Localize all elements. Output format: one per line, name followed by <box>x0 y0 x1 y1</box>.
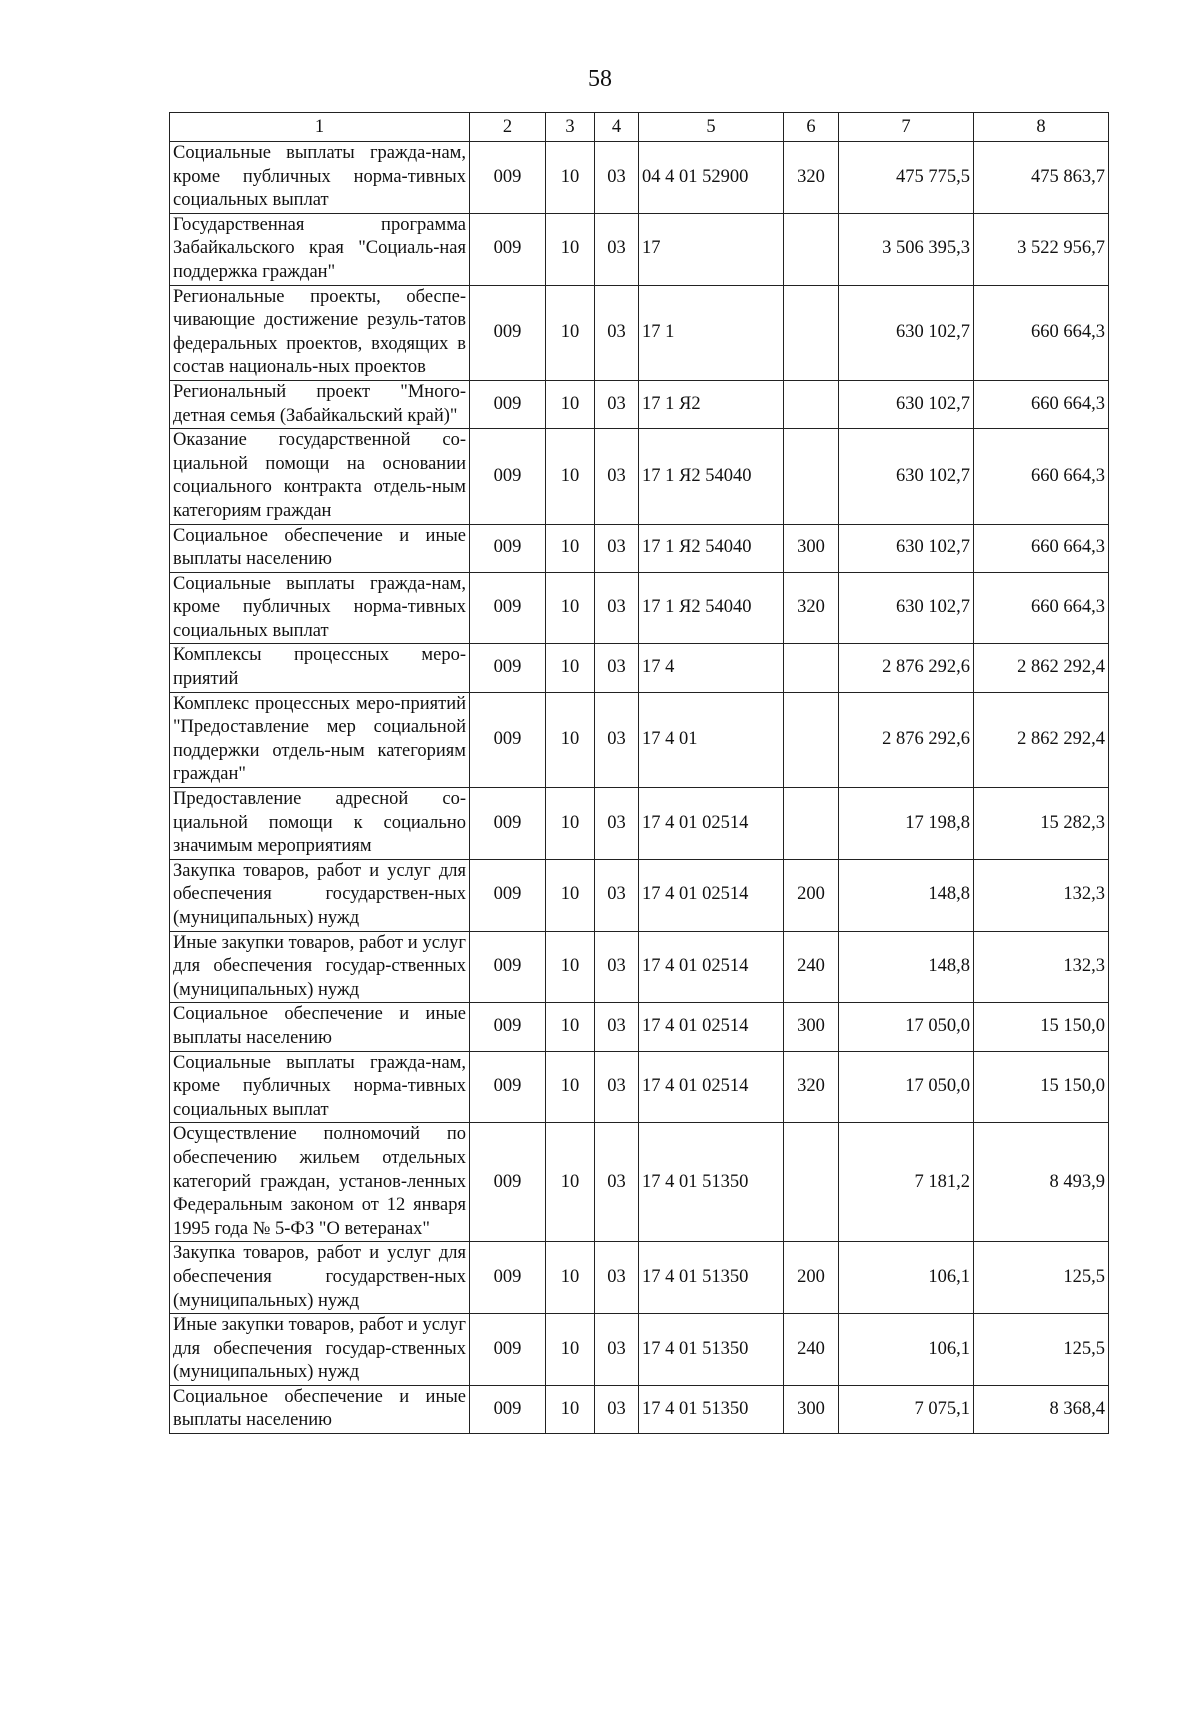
cell-col-4: 03 <box>595 1051 639 1123</box>
cell-col-6 <box>784 213 839 285</box>
cell-col-6: 240 <box>784 931 839 1003</box>
cell-col-5: 17 4 01 02514 <box>639 859 784 931</box>
cell-col-3: 10 <box>546 285 595 380</box>
cell-col-7: 148,8 <box>839 859 974 931</box>
header-col-6: 6 <box>784 113 839 142</box>
cell-col-2: 009 <box>470 692 546 787</box>
row-name: Социальные выплаты гражда-нам, кроме публичных норма-тивных социальных выплат <box>170 1051 470 1123</box>
cell-col-3: 10 <box>546 1385 595 1433</box>
cell-col-2: 009 <box>470 429 546 524</box>
cell-col-4: 03 <box>595 1314 639 1386</box>
table-header <box>170 113 1109 142</box>
table-body <box>170 142 1109 1434</box>
cell-col-7: 2 876 292,6 <box>839 644 974 692</box>
cell-col-4: 03 <box>595 692 639 787</box>
cell-col-5: 17 4 <box>639 644 784 692</box>
cell-col-5: 17 <box>639 213 784 285</box>
cell-col-4: 03 <box>595 644 639 692</box>
cell-col-5: 17 4 01 02514 <box>639 1051 784 1123</box>
cell-col-3: 10 <box>546 572 595 644</box>
cell-col-8: 660 664,3 <box>974 285 1109 380</box>
table-row <box>170 692 1109 787</box>
row-name: Социальные выплаты гражда-нам, кроме публичных норма-тивных социальных выплат <box>170 142 470 214</box>
cell-col-5: 17 4 01 <box>639 692 784 787</box>
cell-col-7: 475 775,5 <box>839 142 974 214</box>
cell-col-2: 009 <box>470 1003 546 1051</box>
cell-col-8: 15 150,0 <box>974 1003 1109 1051</box>
table-row <box>170 1385 1109 1433</box>
cell-col-8: 475 863,7 <box>974 142 1109 214</box>
table-row <box>170 644 1109 692</box>
cell-col-8: 132,3 <box>974 931 1109 1003</box>
row-name: Социальное обеспечение и иные выплаты населению <box>170 1003 470 1051</box>
row-name: Социальные выплаты гражда-нам, кроме публичных норма-тивных социальных выплат <box>170 572 470 644</box>
table-row <box>170 380 1109 428</box>
cell-col-8: 660 664,3 <box>974 380 1109 428</box>
cell-col-5: 17 1 Я2 <box>639 380 784 428</box>
cell-col-2: 009 <box>470 931 546 1003</box>
cell-col-5: 17 4 01 51350 <box>639 1123 784 1242</box>
cell-col-4: 03 <box>595 142 639 214</box>
cell-col-8: 660 664,3 <box>974 429 1109 524</box>
cell-col-2: 009 <box>470 572 546 644</box>
cell-col-2: 009 <box>470 285 546 380</box>
cell-col-7: 7 181,2 <box>839 1123 974 1242</box>
cell-col-2: 009 <box>470 1123 546 1242</box>
table-row <box>170 859 1109 931</box>
cell-col-4: 03 <box>595 524 639 572</box>
cell-col-2: 009 <box>470 142 546 214</box>
row-name: Комплекс процессных меро-приятий "Предоставление мер социальной поддержки отдель-ным категориям граждан" <box>170 692 470 787</box>
cell-col-6 <box>784 1123 839 1242</box>
cell-col-8: 660 664,3 <box>974 524 1109 572</box>
cell-col-3: 10 <box>546 142 595 214</box>
cell-col-7: 630 102,7 <box>839 524 974 572</box>
row-name: Региональные проекты, обеспе-чивающие достижение резуль-татов федеральных проектов, входящих в состав националь-ных проектов <box>170 285 470 380</box>
cell-col-4: 03 <box>595 788 639 860</box>
cell-col-7: 3 506 395,3 <box>839 213 974 285</box>
table-row <box>170 213 1109 285</box>
cell-col-7: 2 876 292,6 <box>839 692 974 787</box>
cell-col-5: 17 4 01 51350 <box>639 1242 784 1314</box>
cell-col-6: 300 <box>784 1003 839 1051</box>
row-name: Региональный проект "Много-детная семья (Забайкальский край)" <box>170 380 470 428</box>
cell-col-2: 009 <box>470 1385 546 1433</box>
cell-col-5: 17 4 01 02514 <box>639 788 784 860</box>
cell-col-5: 17 4 01 51350 <box>639 1385 784 1433</box>
header-col-3: 3 <box>546 113 595 142</box>
cell-col-7: 630 102,7 <box>839 572 974 644</box>
cell-col-8: 125,5 <box>974 1314 1109 1386</box>
cell-col-2: 009 <box>470 1242 546 1314</box>
cell-col-2: 009 <box>470 859 546 931</box>
cell-col-4: 03 <box>595 1123 639 1242</box>
cell-col-8: 2 862 292,4 <box>974 644 1109 692</box>
cell-col-2: 009 <box>470 1051 546 1123</box>
cell-col-8: 132,3 <box>974 859 1109 931</box>
cell-col-2: 009 <box>470 524 546 572</box>
cell-col-5: 17 1 Я2 54040 <box>639 429 784 524</box>
cell-col-3: 10 <box>546 1242 595 1314</box>
cell-col-6: 240 <box>784 1314 839 1386</box>
table-row <box>170 1003 1109 1051</box>
cell-col-5: 17 4 01 02514 <box>639 1003 784 1051</box>
cell-col-8: 125,5 <box>974 1242 1109 1314</box>
cell-col-6: 200 <box>784 1242 839 1314</box>
cell-col-2: 009 <box>470 1314 546 1386</box>
cell-col-3: 10 <box>546 644 595 692</box>
cell-col-3: 10 <box>546 1123 595 1242</box>
cell-col-6 <box>784 429 839 524</box>
row-name: Закупка товаров, работ и услуг для обеспечения государствен-ных (муниципальных) нужд <box>170 859 470 931</box>
cell-col-6: 320 <box>784 142 839 214</box>
cell-col-8: 2 862 292,4 <box>974 692 1109 787</box>
row-name: Осуществление полномочий по обеспечению жильем отдельных категорий граждан, установ-ленных Федеральным законом от 12 января 1995 года № 5-ФЗ "О ветеранах" <box>170 1123 470 1242</box>
cell-col-4: 03 <box>595 859 639 931</box>
header-col-2: 2 <box>470 113 546 142</box>
table-row <box>170 572 1109 644</box>
cell-col-2: 009 <box>470 644 546 692</box>
row-name: Закупка товаров, работ и услуг для обеспечения государствен-ных (муниципальных) нужд <box>170 1242 470 1314</box>
cell-col-7: 148,8 <box>839 931 974 1003</box>
cell-col-3: 10 <box>546 429 595 524</box>
header-col-5: 5 <box>639 113 784 142</box>
table-row <box>170 1314 1109 1386</box>
header-row <box>170 113 1109 142</box>
cell-col-2: 009 <box>470 380 546 428</box>
cell-col-7: 106,1 <box>839 1242 974 1314</box>
cell-col-7: 17 198,8 <box>839 788 974 860</box>
cell-col-3: 10 <box>546 1003 595 1051</box>
cell-col-5: 17 4 01 51350 <box>639 1314 784 1386</box>
cell-col-7: 630 102,7 <box>839 429 974 524</box>
table-row <box>170 524 1109 572</box>
row-name: Иные закупки товаров, работ и услуг для обеспечения государ-ственных (муниципальных) нужд <box>170 1314 470 1386</box>
cell-col-3: 10 <box>546 524 595 572</box>
header-col-1: 1 <box>170 113 470 142</box>
table-row <box>170 1051 1109 1123</box>
cell-col-2: 009 <box>470 213 546 285</box>
table-row <box>170 429 1109 524</box>
cell-col-3: 10 <box>546 1314 595 1386</box>
cell-col-6 <box>784 644 839 692</box>
cell-col-3: 10 <box>546 788 595 860</box>
cell-col-4: 03 <box>595 380 639 428</box>
cell-col-6: 200 <box>784 859 839 931</box>
cell-col-8: 15 282,3 <box>974 788 1109 860</box>
cell-col-8: 3 522 956,7 <box>974 213 1109 285</box>
cell-col-6: 300 <box>784 524 839 572</box>
cell-col-3: 10 <box>546 692 595 787</box>
cell-col-4: 03 <box>595 429 639 524</box>
cell-col-5: 17 1 Я2 54040 <box>639 572 784 644</box>
cell-col-7: 630 102,7 <box>839 380 974 428</box>
cell-col-6: 320 <box>784 1051 839 1123</box>
cell-col-6: 300 <box>784 1385 839 1433</box>
cell-col-6 <box>784 380 839 428</box>
cell-col-8: 8 368,4 <box>974 1385 1109 1433</box>
row-name: Предоставление адресной со-циальной помощи к социально значимым мероприятиям <box>170 788 470 860</box>
row-name: Иные закупки товаров, работ и услуг для обеспечения государ-ственных (муниципальных) нужд <box>170 931 470 1003</box>
cell-col-4: 03 <box>595 572 639 644</box>
table-row <box>170 142 1109 214</box>
cell-col-2: 009 <box>470 788 546 860</box>
cell-col-7: 106,1 <box>839 1314 974 1386</box>
cell-col-6 <box>784 788 839 860</box>
cell-col-7: 17 050,0 <box>839 1051 974 1123</box>
header-col-8: 8 <box>974 113 1109 142</box>
row-name: Оказание государственной со-циальной помощи на основании социального контракта отдель-ным категориям граждан <box>170 429 470 524</box>
cell-col-4: 03 <box>595 1003 639 1051</box>
row-name: Социальное обеспечение и иные выплаты населению <box>170 524 470 572</box>
cell-col-3: 10 <box>546 1051 595 1123</box>
table-row <box>170 1123 1109 1242</box>
cell-col-7: 7 075,1 <box>839 1385 974 1433</box>
cell-col-5: 17 1 <box>639 285 784 380</box>
table-row <box>170 1242 1109 1314</box>
cell-col-3: 10 <box>546 213 595 285</box>
cell-col-3: 10 <box>546 931 595 1003</box>
cell-col-6: 320 <box>784 572 839 644</box>
cell-col-8: 15 150,0 <box>974 1051 1109 1123</box>
cell-col-5: 17 4 01 02514 <box>639 931 784 1003</box>
cell-col-6 <box>784 692 839 787</box>
cell-col-8: 8 493,9 <box>974 1123 1109 1242</box>
cell-col-7: 630 102,7 <box>839 285 974 380</box>
page-number: 58 <box>588 66 612 92</box>
cell-col-3: 10 <box>546 859 595 931</box>
table-row <box>170 788 1109 860</box>
cell-col-4: 03 <box>595 931 639 1003</box>
row-name: Комплексы процессных меро-приятий <box>170 644 470 692</box>
table-row <box>170 285 1109 380</box>
cell-col-5: 04 4 01 52900 <box>639 142 784 214</box>
cell-col-4: 03 <box>595 1242 639 1314</box>
cell-col-7: 17 050,0 <box>839 1003 974 1051</box>
header-col-4: 4 <box>595 113 639 142</box>
cell-col-6 <box>784 285 839 380</box>
cell-col-4: 03 <box>595 285 639 380</box>
cell-col-4: 03 <box>595 1385 639 1433</box>
header-col-7: 7 <box>839 113 974 142</box>
cell-col-8: 660 664,3 <box>974 572 1109 644</box>
row-name: Социальное обеспечение и иные выплаты населению <box>170 1385 470 1433</box>
cell-col-5: 17 1 Я2 54040 <box>639 524 784 572</box>
budget-table <box>169 112 1109 1434</box>
cell-col-4: 03 <box>595 213 639 285</box>
table-row <box>170 931 1109 1003</box>
cell-col-3: 10 <box>546 380 595 428</box>
row-name: Государственная программа Забайкальского края "Социаль-ная поддержка граждан" <box>170 213 470 285</box>
